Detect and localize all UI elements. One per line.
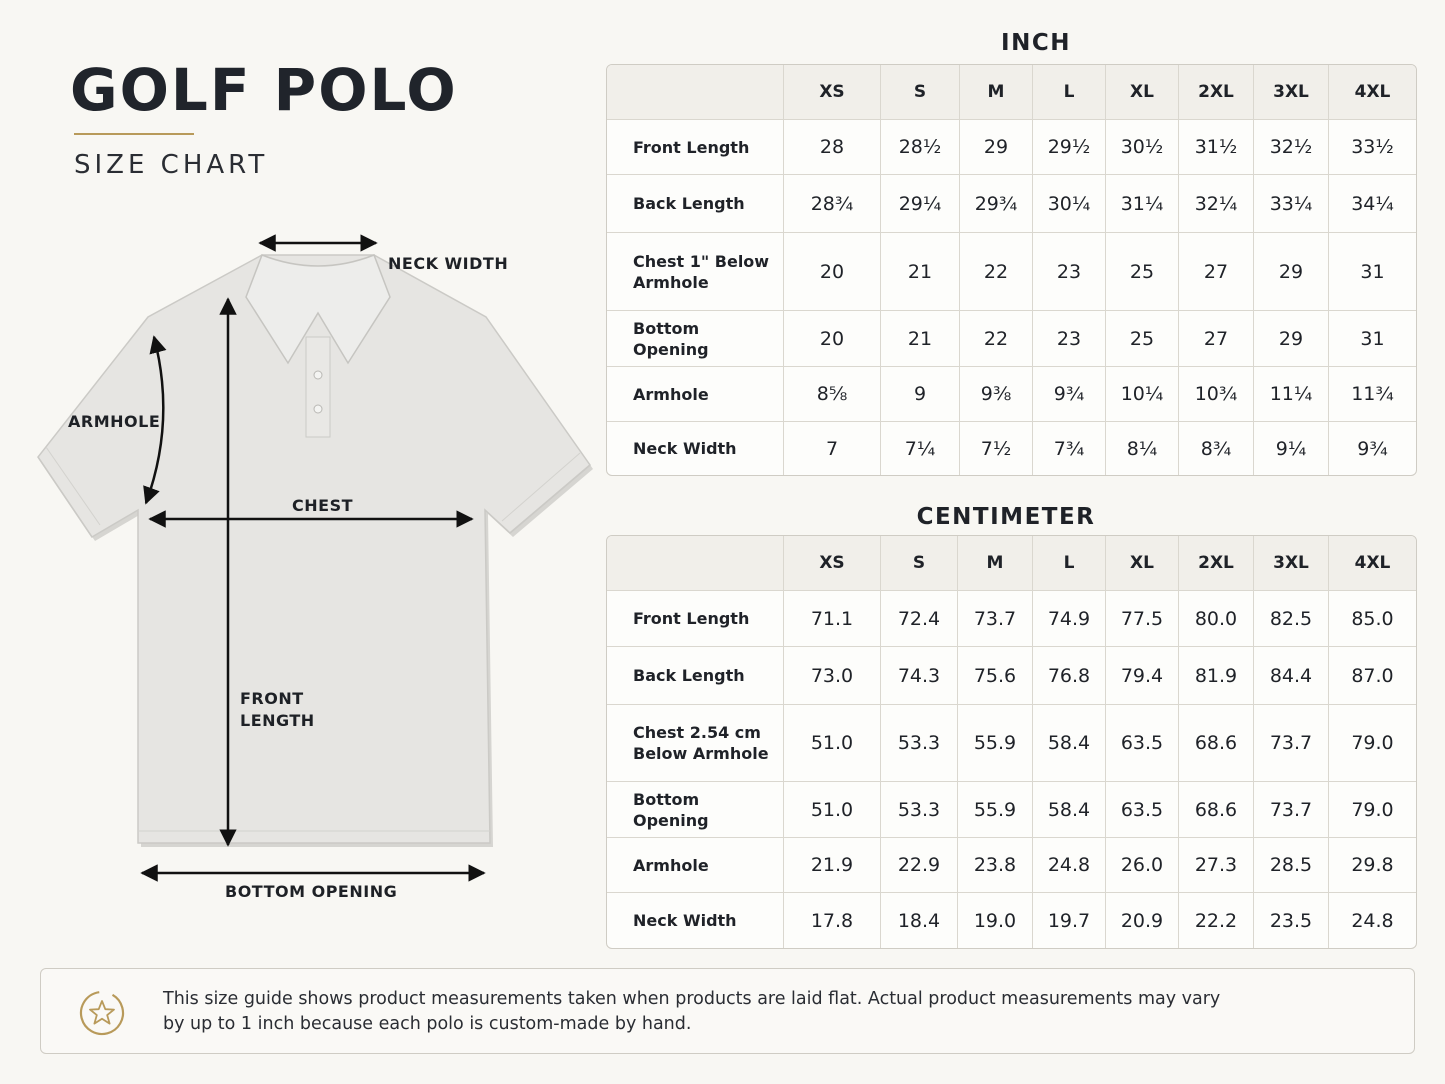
measurement-label: Back Length <box>607 647 784 705</box>
measurement-value: 76.8 <box>1033 647 1106 705</box>
measurement-value: 32¼ <box>1179 175 1254 233</box>
size-header-cell: 2XL <box>1179 65 1254 120</box>
measurement-value: 20 <box>784 311 881 367</box>
size-header-cell: 4XL <box>1329 536 1416 591</box>
page-subtitle: SIZE CHART <box>74 150 269 180</box>
measurement-value: 29¾ <box>960 175 1033 233</box>
measurement-value: 55.9 <box>958 782 1033 838</box>
measurement-value: 31 <box>1329 233 1416 311</box>
size-header-cell: XS <box>784 536 881 591</box>
page-title: GOLF POLO <box>70 56 458 124</box>
measurement-value: 85.0 <box>1329 591 1416 647</box>
title-divider <box>74 133 194 135</box>
measurement-label: Armhole <box>607 367 784 422</box>
measurement-value: 11¼ <box>1254 367 1329 422</box>
measurement-value: 33¼ <box>1254 175 1329 233</box>
measurement-value: 29 <box>1254 311 1329 367</box>
measurement-value: 9 <box>881 367 960 422</box>
measurement-value: 68.6 <box>1179 782 1254 838</box>
cm-header-row <box>607 536 1416 591</box>
measurement-value: 9¼ <box>1254 422 1329 475</box>
measurement-value: 21 <box>881 311 960 367</box>
size-header-cell: M <box>960 65 1033 120</box>
measurement-value: 63.5 <box>1106 705 1179 782</box>
measurement-value: 27.3 <box>1179 838 1254 893</box>
measurement-label: Bottom Opening <box>607 782 784 838</box>
measurement-value: 27 <box>1179 311 1254 367</box>
measurement-label: Front Length <box>607 120 784 175</box>
measurement-value: 53.3 <box>881 705 958 782</box>
measurement-value: 23 <box>1033 233 1106 311</box>
size-header-cell: L <box>1033 536 1106 591</box>
measurement-value: 73.7 <box>958 591 1033 647</box>
table-row <box>607 120 1416 175</box>
measurement-label: Front Length <box>607 591 784 647</box>
measurement-value: 53.3 <box>881 782 958 838</box>
inch-size-table <box>606 64 1417 476</box>
measurement-label: Chest 1" Below Armhole <box>607 233 784 311</box>
corner-header-cell <box>607 65 784 120</box>
measurement-label: Back Length <box>607 175 784 233</box>
measurement-value: 80.0 <box>1179 591 1254 647</box>
measurement-value: 10¾ <box>1179 367 1254 422</box>
measurement-value: 28.5 <box>1254 838 1329 893</box>
measurement-value: 18.4 <box>881 893 958 948</box>
front-length-label: FRONT LENGTH <box>240 689 315 730</box>
measurement-value: 79.0 <box>1329 705 1416 782</box>
measurement-value: 22 <box>960 311 1033 367</box>
measurement-value: 29 <box>1254 233 1329 311</box>
measurement-value: 10¼ <box>1106 367 1179 422</box>
measurement-value: 82.5 <box>1254 591 1329 647</box>
measurement-value: 34¼ <box>1329 175 1416 233</box>
measurement-value: 9⅜ <box>960 367 1033 422</box>
measurement-value: 28½ <box>881 120 960 175</box>
measurement-value: 23.5 <box>1254 893 1329 948</box>
size-header-cell: S <box>881 536 958 591</box>
neck-width-label: NECK WIDTH <box>388 254 509 273</box>
cm-table-body <box>607 591 1416 948</box>
measurement-value: 20 <box>784 233 881 311</box>
measurement-value: 11¾ <box>1329 367 1416 422</box>
measurement-value: 79.0 <box>1329 782 1416 838</box>
measurement-value: 21.9 <box>784 838 881 893</box>
measurement-value: 17.8 <box>784 893 881 948</box>
measurement-value: 51.0 <box>784 705 881 782</box>
measurement-value: 55.9 <box>958 705 1033 782</box>
table-row <box>607 311 1416 367</box>
measurement-value: 7¾ <box>1033 422 1106 475</box>
measurement-value: 31 <box>1329 311 1416 367</box>
measurement-value: 30¼ <box>1033 175 1106 233</box>
measurement-label: Armhole <box>607 838 784 893</box>
measurement-value: 51.0 <box>784 782 881 838</box>
measurement-value: 32½ <box>1254 120 1329 175</box>
measurement-value: 74.3 <box>881 647 958 705</box>
table-row <box>607 647 1416 705</box>
cm-table-title: CENTIMETER <box>916 504 1096 530</box>
size-header-cell: 3XL <box>1254 536 1329 591</box>
measurement-value: 31½ <box>1179 120 1254 175</box>
measurement-value: 87.0 <box>1329 647 1416 705</box>
measurement-value: 20.9 <box>1106 893 1179 948</box>
measurement-value: 81.9 <box>1179 647 1254 705</box>
size-header-cell: 4XL <box>1329 65 1416 120</box>
size-header-cell: XS <box>784 65 881 120</box>
measurement-value: 8⅝ <box>784 367 881 422</box>
measurement-value: 8¼ <box>1106 422 1179 475</box>
chest-label: CHEST <box>292 496 353 515</box>
button-icon <box>314 371 322 379</box>
measurement-value: 28¾ <box>784 175 881 233</box>
measurement-value: 22 <box>960 233 1033 311</box>
table-row <box>607 175 1416 233</box>
measurement-value: 9¾ <box>1357 437 1388 460</box>
size-header-cell: L <box>1033 65 1106 120</box>
table-row <box>607 893 1416 948</box>
table-row <box>607 782 1416 838</box>
measurement-value: 71.1 <box>784 591 881 647</box>
measurement-value: 77.5 <box>1106 591 1179 647</box>
measurement-value: 29¼ <box>881 175 960 233</box>
measurement-value: 29 <box>960 120 1033 175</box>
table-row <box>607 591 1416 647</box>
measurement-value: 9¾ <box>1033 367 1106 422</box>
measurement-value: 24.8 <box>1033 838 1106 893</box>
measurement-note-box <box>40 968 1415 1054</box>
measurement-value: 21 <box>881 233 960 311</box>
size-header-cell: 2XL <box>1179 536 1254 591</box>
shirt-placket <box>306 337 330 437</box>
measurement-label: Bottom Opening <box>607 311 784 367</box>
armhole-label: ARMHOLE <box>68 412 161 431</box>
bottom-opening-label: BOTTOM OPENING <box>225 882 398 901</box>
polo-shirt-illustration <box>30 225 600 915</box>
measurement-value: 25 <box>1106 233 1179 311</box>
measurement-value: 73.7 <box>1254 782 1329 838</box>
cm-size-table <box>606 535 1417 949</box>
measurement-value: 29.8 <box>1329 838 1416 893</box>
inch-header-row <box>607 65 1416 120</box>
measurement-value: 33½ <box>1329 120 1416 175</box>
measurement-note-text: This size guide shows product measurements taken when products are laid flat. Actual product measurements may vary by up to 1 inch because each polo is custom-made by hand. <box>163 989 1221 1034</box>
measurement-value: 23.8 <box>958 838 1033 893</box>
size-header-cell: XL <box>1106 536 1179 591</box>
measurement-value: 24.8 <box>1351 909 1394 932</box>
measurement-value: 26.0 <box>1106 838 1179 893</box>
measurement-value: 8¾ <box>1179 422 1254 475</box>
measurement-value: 22.9 <box>881 838 958 893</box>
measurement-value: 63.5 <box>1106 782 1179 838</box>
measurement-value: 58.4 <box>1033 705 1106 782</box>
table-row <box>607 367 1416 422</box>
measurement-value: 19.7 <box>1033 893 1106 948</box>
measurement-value: 7¼ <box>881 422 960 475</box>
measurement-label: Neck Width <box>607 893 784 948</box>
measurement-value: 31¼ <box>1106 175 1179 233</box>
star-badge-icon <box>77 988 127 1038</box>
size-header-cell: 3XL <box>1254 65 1329 120</box>
measurement-value: 28 <box>784 120 881 175</box>
measurement-value: 19.0 <box>958 893 1033 948</box>
button-icon <box>314 405 322 413</box>
inch-table-body <box>607 120 1416 475</box>
corner-header-cell <box>607 536 784 591</box>
measurement-value: 22.2 <box>1179 893 1254 948</box>
size-header-cell: S <box>881 65 960 120</box>
table-row <box>607 705 1416 782</box>
measurement-label: Chest 2.54 cm Below Armhole <box>607 705 784 782</box>
measurement-value: 23 <box>1033 311 1106 367</box>
measurement-value: 58.4 <box>1033 782 1106 838</box>
measurement-value: 29½ <box>1033 120 1106 175</box>
inch-table-title: INCH <box>1001 30 1071 56</box>
size-header-cell: XL <box>1106 65 1179 120</box>
table-row <box>607 233 1416 311</box>
measurement-value: 68.6 <box>1179 705 1254 782</box>
measurement-value: 74.9 <box>1033 591 1106 647</box>
table-row <box>607 838 1416 893</box>
measurement-value: 75.6 <box>958 647 1033 705</box>
measurement-value: 27 <box>1179 233 1254 311</box>
measurement-value: 7 <box>784 422 881 475</box>
measurement-value: 7½ <box>960 422 1033 475</box>
measurement-value: 72.4 <box>881 591 958 647</box>
table-row <box>607 422 1416 475</box>
measurement-value: 84.4 <box>1254 647 1329 705</box>
measurement-label: Neck Width <box>607 422 784 475</box>
polo-diagram <box>30 225 600 915</box>
measurement-value: 25 <box>1106 311 1179 367</box>
measurement-value: 73.7 <box>1254 705 1329 782</box>
measurement-value: 30½ <box>1106 120 1179 175</box>
size-header-cell: M <box>958 536 1033 591</box>
measurement-value: 73.0 <box>784 647 881 705</box>
measurement-value: 79.4 <box>1106 647 1179 705</box>
